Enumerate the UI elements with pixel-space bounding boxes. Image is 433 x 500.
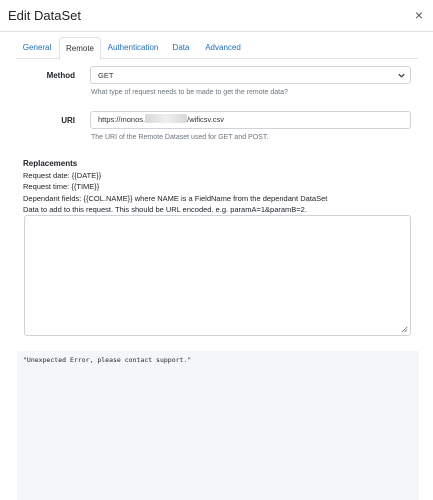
- tab-bar: [16, 37, 418, 59]
- method-help: What type of request needs to be made to get the remote data?: [91, 89, 288, 96]
- method-label: Method: [46, 71, 75, 80]
- modal-title: Edit DataSet: [8, 8, 81, 23]
- close-icon[interactable]: ×: [414, 7, 424, 23]
- replacement-date: Request date: {{DATE}}: [23, 171, 102, 180]
- tab-authentication[interactable]: Authentication: [107, 43, 159, 52]
- tab-remote[interactable]: Remote: [59, 37, 101, 60]
- replacement-data-hint: Data to add to this request. This should be URL encoded. e.g. paramA=1&paramB=2.: [23, 205, 307, 214]
- uri-label: URI: [61, 116, 75, 125]
- resize-grip-icon[interactable]: [401, 326, 408, 333]
- redacted-host: [145, 114, 187, 123]
- tab-data[interactable]: Data: [172, 43, 190, 52]
- uri-input[interactable]: [90, 111, 411, 129]
- error-message: "Unexpected Error, please contact support.": [23, 356, 192, 364]
- replacement-dependant: Dependant fields: {{COL.NAME}} where NAME is a FieldName from the dependant DataSet: [23, 194, 328, 203]
- uri-help: The URI of the Remote Dataset used for GET and POST.: [91, 134, 269, 141]
- modal-header: [0, 0, 433, 32]
- request-data-textarea[interactable]: [24, 215, 411, 336]
- replacement-time: Request time: {{TIME}}: [23, 182, 100, 191]
- method-select-value: GET: [98, 71, 114, 80]
- uri-suffix: /wificsv.csv: [187, 115, 225, 124]
- chevron-down-icon: [397, 71, 406, 80]
- tab-advanced[interactable]: Advanced: [205, 43, 241, 52]
- error-panel: [17, 351, 419, 500]
- method-select[interactable]: [90, 66, 411, 84]
- replacements-title: Replacements: [23, 159, 78, 168]
- uri-prefix: https://monos.: [98, 115, 146, 124]
- tab-general[interactable]: General: [22, 43, 52, 52]
